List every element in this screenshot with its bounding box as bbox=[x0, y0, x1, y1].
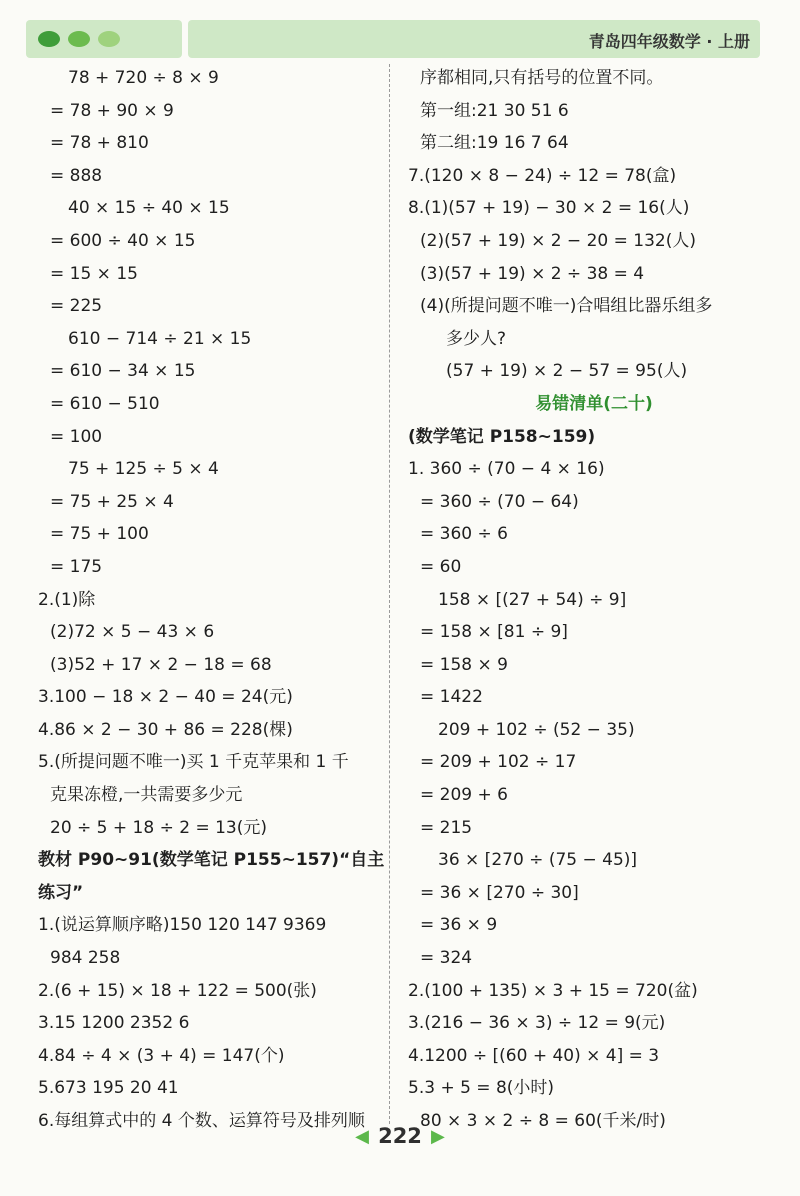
answer-line: = 215 bbox=[420, 817, 473, 838]
answer-line: 209 + 102 ÷ (52 − 35) bbox=[438, 719, 635, 740]
answer-line: 1.(说运算顺序略)150 120 147 9369 bbox=[38, 915, 327, 936]
header-decoration bbox=[26, 20, 182, 58]
answer-line: = 209 + 102 ÷ 17 bbox=[420, 752, 577, 773]
answer-line: = 78 + 810 bbox=[50, 133, 149, 154]
answer-line: (3)52 + 17 × 2 − 18 = 68 bbox=[50, 654, 272, 675]
answer-line: 第一组:21 30 51 6 bbox=[420, 100, 569, 121]
answer-line: 克果冻橙,一共需要多少元 bbox=[50, 785, 243, 806]
page-footer bbox=[0, 1124, 800, 1156]
answer-line: = 158 × [81 ÷ 9] bbox=[420, 622, 568, 643]
answer-line: = 75 + 25 × 4 bbox=[50, 491, 174, 512]
leaf-dot-icon bbox=[38, 31, 60, 47]
answer-line: 158 × [(27 + 54) ÷ 9] bbox=[438, 589, 627, 610]
answer-line: = 209 + 6 bbox=[420, 785, 508, 806]
book-title: 青岛四年级数学 · 上册 bbox=[588, 32, 750, 51]
answer-line: 6.每组算式中的 4 个数、运算符号及排列顺 bbox=[38, 1111, 365, 1131]
answer-line: 教材 P90~91(数学笔记 P155~157)“自主 bbox=[38, 850, 385, 871]
answer-line: 3.(216 − 36 × 3) ÷ 12 = 9(元) bbox=[408, 1013, 666, 1034]
section-title: 易错清单(二十) bbox=[535, 393, 653, 414]
answer-line: = 610 − 34 × 15 bbox=[50, 361, 196, 382]
header-banner bbox=[188, 20, 760, 58]
answer-line: 75 + 125 ÷ 5 × 4 bbox=[68, 459, 219, 480]
answer-line: 5.(所提问题不唯一)买 1 千克苹果和 1 千 bbox=[38, 752, 349, 773]
answer-line: = 158 × 9 bbox=[420, 654, 508, 675]
answer-line: = 225 bbox=[50, 296, 103, 317]
answer-line: 80 × 3 × 2 ÷ 8 = 60(千米/时) bbox=[420, 1111, 666, 1131]
answer-line: = 36 × 9 bbox=[420, 915, 498, 936]
answer-line: = 175 bbox=[50, 556, 103, 577]
answer-line: (3)(57 + 19) × 2 ÷ 38 = 4 bbox=[420, 263, 645, 284]
answer-line: 78 + 720 ÷ 8 × 9 bbox=[68, 68, 219, 88]
answer-line: 8.(1)(57 + 19) − 30 × 2 = 16(人) bbox=[408, 198, 690, 219]
answer-line: = 78 + 90 × 9 bbox=[50, 100, 174, 121]
page-header bbox=[0, 20, 800, 58]
answer-line: 练习” bbox=[38, 882, 84, 903]
answer-line: = 610 − 510 bbox=[50, 393, 160, 414]
answer-line: = 360 ÷ (70 − 64) bbox=[420, 491, 579, 512]
triangle-right-icon: ▶ bbox=[431, 1125, 445, 1147]
answer-line: = 75 + 100 bbox=[50, 524, 149, 545]
answer-line: 2.(6 + 15) × 18 + 122 = 500(张) bbox=[38, 980, 317, 1001]
answer-line: = 324 bbox=[420, 948, 473, 969]
answer-line: = 100 bbox=[50, 426, 103, 447]
answer-line: 第二组:19 16 7 64 bbox=[420, 133, 569, 154]
leaf-dot-icon bbox=[68, 31, 90, 47]
answer-line: (57 + 19) × 2 − 57 = 95(人) bbox=[446, 361, 688, 382]
answer-line: 40 × 15 ÷ 40 × 15 bbox=[68, 198, 230, 219]
left-column bbox=[30, 62, 390, 1138]
answer-line: 4.84 ÷ 4 × (3 + 4) = 147(个) bbox=[38, 1045, 285, 1066]
answer-line: 3.100 − 18 × 2 − 40 = 24(元) bbox=[38, 687, 293, 708]
answer-line: = 1422 bbox=[420, 687, 483, 708]
leaf-dot-icon bbox=[98, 31, 120, 47]
answer-line: 4.1200 ÷ [(60 + 40) × 4] = 3 bbox=[408, 1045, 660, 1066]
answer-line: 序都相同,只有括号的位置不同。 bbox=[420, 68, 664, 88]
answer-line: 984 258 bbox=[50, 948, 121, 969]
answer-line: = 888 bbox=[50, 165, 103, 186]
answer-line: 5.673 195 20 41 bbox=[38, 1078, 179, 1099]
answer-line: 610 − 714 ÷ 21 × 15 bbox=[68, 328, 252, 349]
answer-line: (2)(57 + 19) × 2 − 20 = 132(人) bbox=[420, 230, 696, 251]
answer-line: 2.(1)除 bbox=[38, 589, 96, 610]
answer-line: (数学笔记 P158~159) bbox=[408, 426, 596, 447]
triangle-left-icon: ◀ bbox=[355, 1125, 369, 1147]
answer-line: 2.(100 + 135) × 3 + 15 = 720(盆) bbox=[408, 980, 698, 1001]
answer-line: = 600 ÷ 40 × 15 bbox=[50, 230, 196, 251]
answer-line: 20 ÷ 5 + 18 ÷ 2 = 13(元) bbox=[50, 817, 267, 838]
answer-line: = 15 × 15 bbox=[50, 263, 138, 284]
answer-line: 1. 360 ÷ (70 − 4 × 16) bbox=[408, 459, 605, 480]
answer-line: 3.15 1200 2352 6 bbox=[38, 1013, 190, 1034]
answer-line: = 36 × [270 ÷ 30] bbox=[420, 882, 579, 903]
right-column bbox=[400, 62, 780, 1138]
page-number: 222 bbox=[378, 1124, 422, 1148]
answer-line: (2)72 × 5 − 43 × 6 bbox=[50, 622, 215, 643]
answer-line: 7.(120 × 8 − 24) ÷ 12 = 78(盒) bbox=[408, 165, 677, 186]
answer-line: (4)(所提问题不唯一)合唱组比器乐组多 bbox=[420, 296, 713, 317]
answer-line: 36 × [270 ÷ (75 − 45)] bbox=[438, 850, 638, 871]
answer-line: = 360 ÷ 6 bbox=[420, 524, 508, 545]
answer-line: 4.86 × 2 − 30 + 86 = 228(棵) bbox=[38, 719, 293, 740]
answer-line: 5.3 + 5 = 8(小时) bbox=[408, 1078, 555, 1099]
answer-line: = 60 bbox=[420, 556, 462, 577]
answer-line: 多少人? bbox=[446, 328, 507, 349]
